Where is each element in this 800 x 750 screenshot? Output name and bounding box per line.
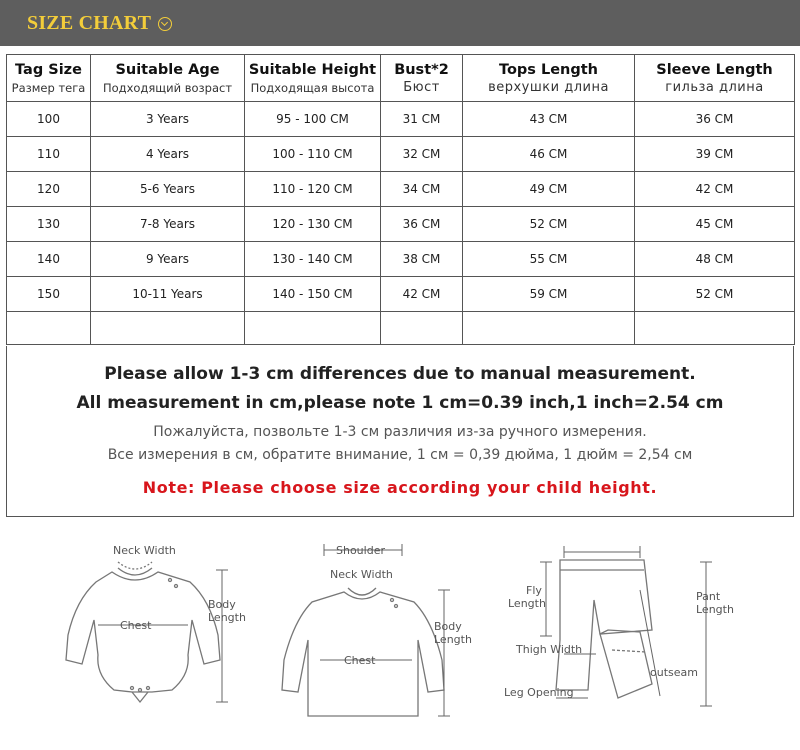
column-header-ru: верхушки длина — [488, 79, 609, 95]
column-header-en: Suitable Age — [115, 61, 220, 78]
label-chest: Chest — [120, 619, 152, 632]
cell-height: 120 - 130 CM — [245, 207, 381, 242]
note-units-ru: Все измерения в см, обратите внимание, 1 см = 0,39 дюйма, 1 дюйм = 2,54 см — [107, 447, 693, 463]
cell-sleeve-length: 39 CM — [635, 137, 795, 172]
label-neck-width: Neck Width — [113, 544, 176, 557]
column-header-tag-size — [7, 55, 91, 102]
column-header-ru: Бюст — [403, 79, 440, 95]
table-row-empty — [7, 312, 795, 345]
top-diagram — [272, 540, 502, 745]
column-header-en: Suitable Height — [248, 61, 377, 78]
cell-tops-length: 43 CM — [463, 102, 635, 137]
cell-height: 95 - 100 CM — [245, 102, 381, 137]
column-header-ru: Подходящая высота — [250, 80, 375, 95]
bodysuit-icon — [66, 562, 220, 702]
column-header-tops-length — [463, 55, 635, 102]
label-body: Body — [208, 598, 236, 611]
table-row — [7, 277, 795, 312]
cell-height: 130 - 140 CM — [245, 242, 381, 277]
empty-cell — [635, 312, 795, 345]
chevron-down-circle-icon — [158, 17, 172, 31]
cell-age: 10-11 Years — [91, 277, 245, 312]
cell-tops-length: 55 CM — [463, 242, 635, 277]
cell-sleeve-length: 45 CM — [635, 207, 795, 242]
cell-bust: 32 CM — [381, 137, 463, 172]
pants-diagram — [500, 540, 760, 745]
cell-sleeve-length: 48 CM — [635, 242, 795, 277]
column-header-suitable-age — [91, 55, 245, 102]
label-fly-length: Length — [508, 597, 546, 610]
label-outseam: outseam — [650, 666, 698, 679]
cell-tag-size: 140 — [7, 242, 91, 277]
empty-cell — [245, 312, 381, 345]
column-header-ru: гильза длина — [665, 79, 764, 95]
table-row — [7, 137, 795, 172]
column-header-ru: Размер тега — [11, 80, 86, 95]
empty-cell — [381, 312, 463, 345]
column-header-en: Tops Length — [498, 61, 598, 78]
cell-tops-length: 59 CM — [463, 277, 635, 312]
cell-sleeve-length: 52 CM — [635, 277, 795, 312]
header-title: SIZE CHART — [27, 11, 152, 34]
cell-tag-size: 100 — [7, 102, 91, 137]
label-length: Length — [434, 633, 472, 646]
label-pant: Pant — [696, 590, 721, 603]
cell-sleeve-length: 42 CM — [635, 172, 795, 207]
cell-sleeve-length: 36 CM — [635, 102, 795, 137]
cell-bust: 31 CM — [381, 102, 463, 137]
cell-age: 3 Years — [91, 102, 245, 137]
label-leg-opening: Leg Opening — [504, 686, 574, 699]
table-header-row — [7, 55, 795, 102]
size-table — [6, 54, 795, 345]
empty-cell — [7, 312, 91, 345]
table-row — [7, 172, 795, 207]
cell-age: 9 Years — [91, 242, 245, 277]
cell-height: 110 - 120 CM — [245, 172, 381, 207]
cell-height: 100 - 110 CM — [245, 137, 381, 172]
empty-cell — [91, 312, 245, 345]
bodysuit-diagram — [40, 540, 270, 745]
label-length: Length — [208, 611, 246, 624]
label-body: Body — [434, 620, 462, 633]
label-thigh-width: Thigh Width — [516, 643, 583, 656]
column-header-bust — [381, 55, 463, 102]
cell-age: 7-8 Years — [91, 207, 245, 242]
label-neck-width: Neck Width — [330, 568, 393, 581]
note-units: All measurement in cm,please note 1 cm=0.39 inch,1 inch=2.54 cm — [76, 393, 724, 413]
column-header-ru: Подходящий возраст — [102, 80, 233, 95]
empty-cell — [463, 312, 635, 345]
note-allowance: Please allow 1-3 cm differences due to manual measurement. — [104, 364, 696, 384]
cell-bust: 34 CM — [381, 172, 463, 207]
cell-tag-size: 120 — [7, 172, 91, 207]
label-chest: Chest — [344, 654, 376, 667]
table-row — [7, 242, 795, 277]
cell-age: 5-6 Years — [91, 172, 245, 207]
size-chart-header — [0, 0, 800, 46]
label-pant-length: Length — [696, 603, 734, 616]
column-header-en: Tag Size — [15, 61, 82, 78]
column-header-en: Bust*2 — [394, 61, 449, 78]
label-shoulder: Shoulder — [336, 544, 385, 557]
cell-bust: 42 CM — [381, 277, 463, 312]
table-row — [7, 102, 795, 137]
long-sleeve-top-icon — [282, 588, 444, 716]
column-header-en: Sleeve Length — [656, 61, 773, 78]
cell-tag-size: 130 — [7, 207, 91, 242]
cell-tag-size: 150 — [7, 277, 91, 312]
cell-tops-length: 46 CM — [463, 137, 635, 172]
cell-bust: 36 CM — [381, 207, 463, 242]
note-allowance-ru: Пожалуйста, позвольте 1-3 см различия из-за ручного измерения. — [153, 424, 647, 440]
pants-icon — [556, 560, 652, 698]
column-header-sleeve-length — [635, 55, 795, 102]
note-choose-size: Note: Please choose size according your child height. — [142, 478, 658, 497]
cell-tops-length: 52 CM — [463, 207, 635, 242]
label-fly: Fly — [526, 584, 542, 597]
cell-bust: 38 CM — [381, 242, 463, 277]
cell-tag-size: 110 — [7, 137, 91, 172]
measurement-notes — [6, 346, 794, 517]
cell-age: 4 Years — [91, 137, 245, 172]
cell-height: 140 - 150 CM — [245, 277, 381, 312]
cell-tops-length: 49 CM — [463, 172, 635, 207]
table-row — [7, 207, 795, 242]
column-header-suitable-height — [245, 55, 381, 102]
